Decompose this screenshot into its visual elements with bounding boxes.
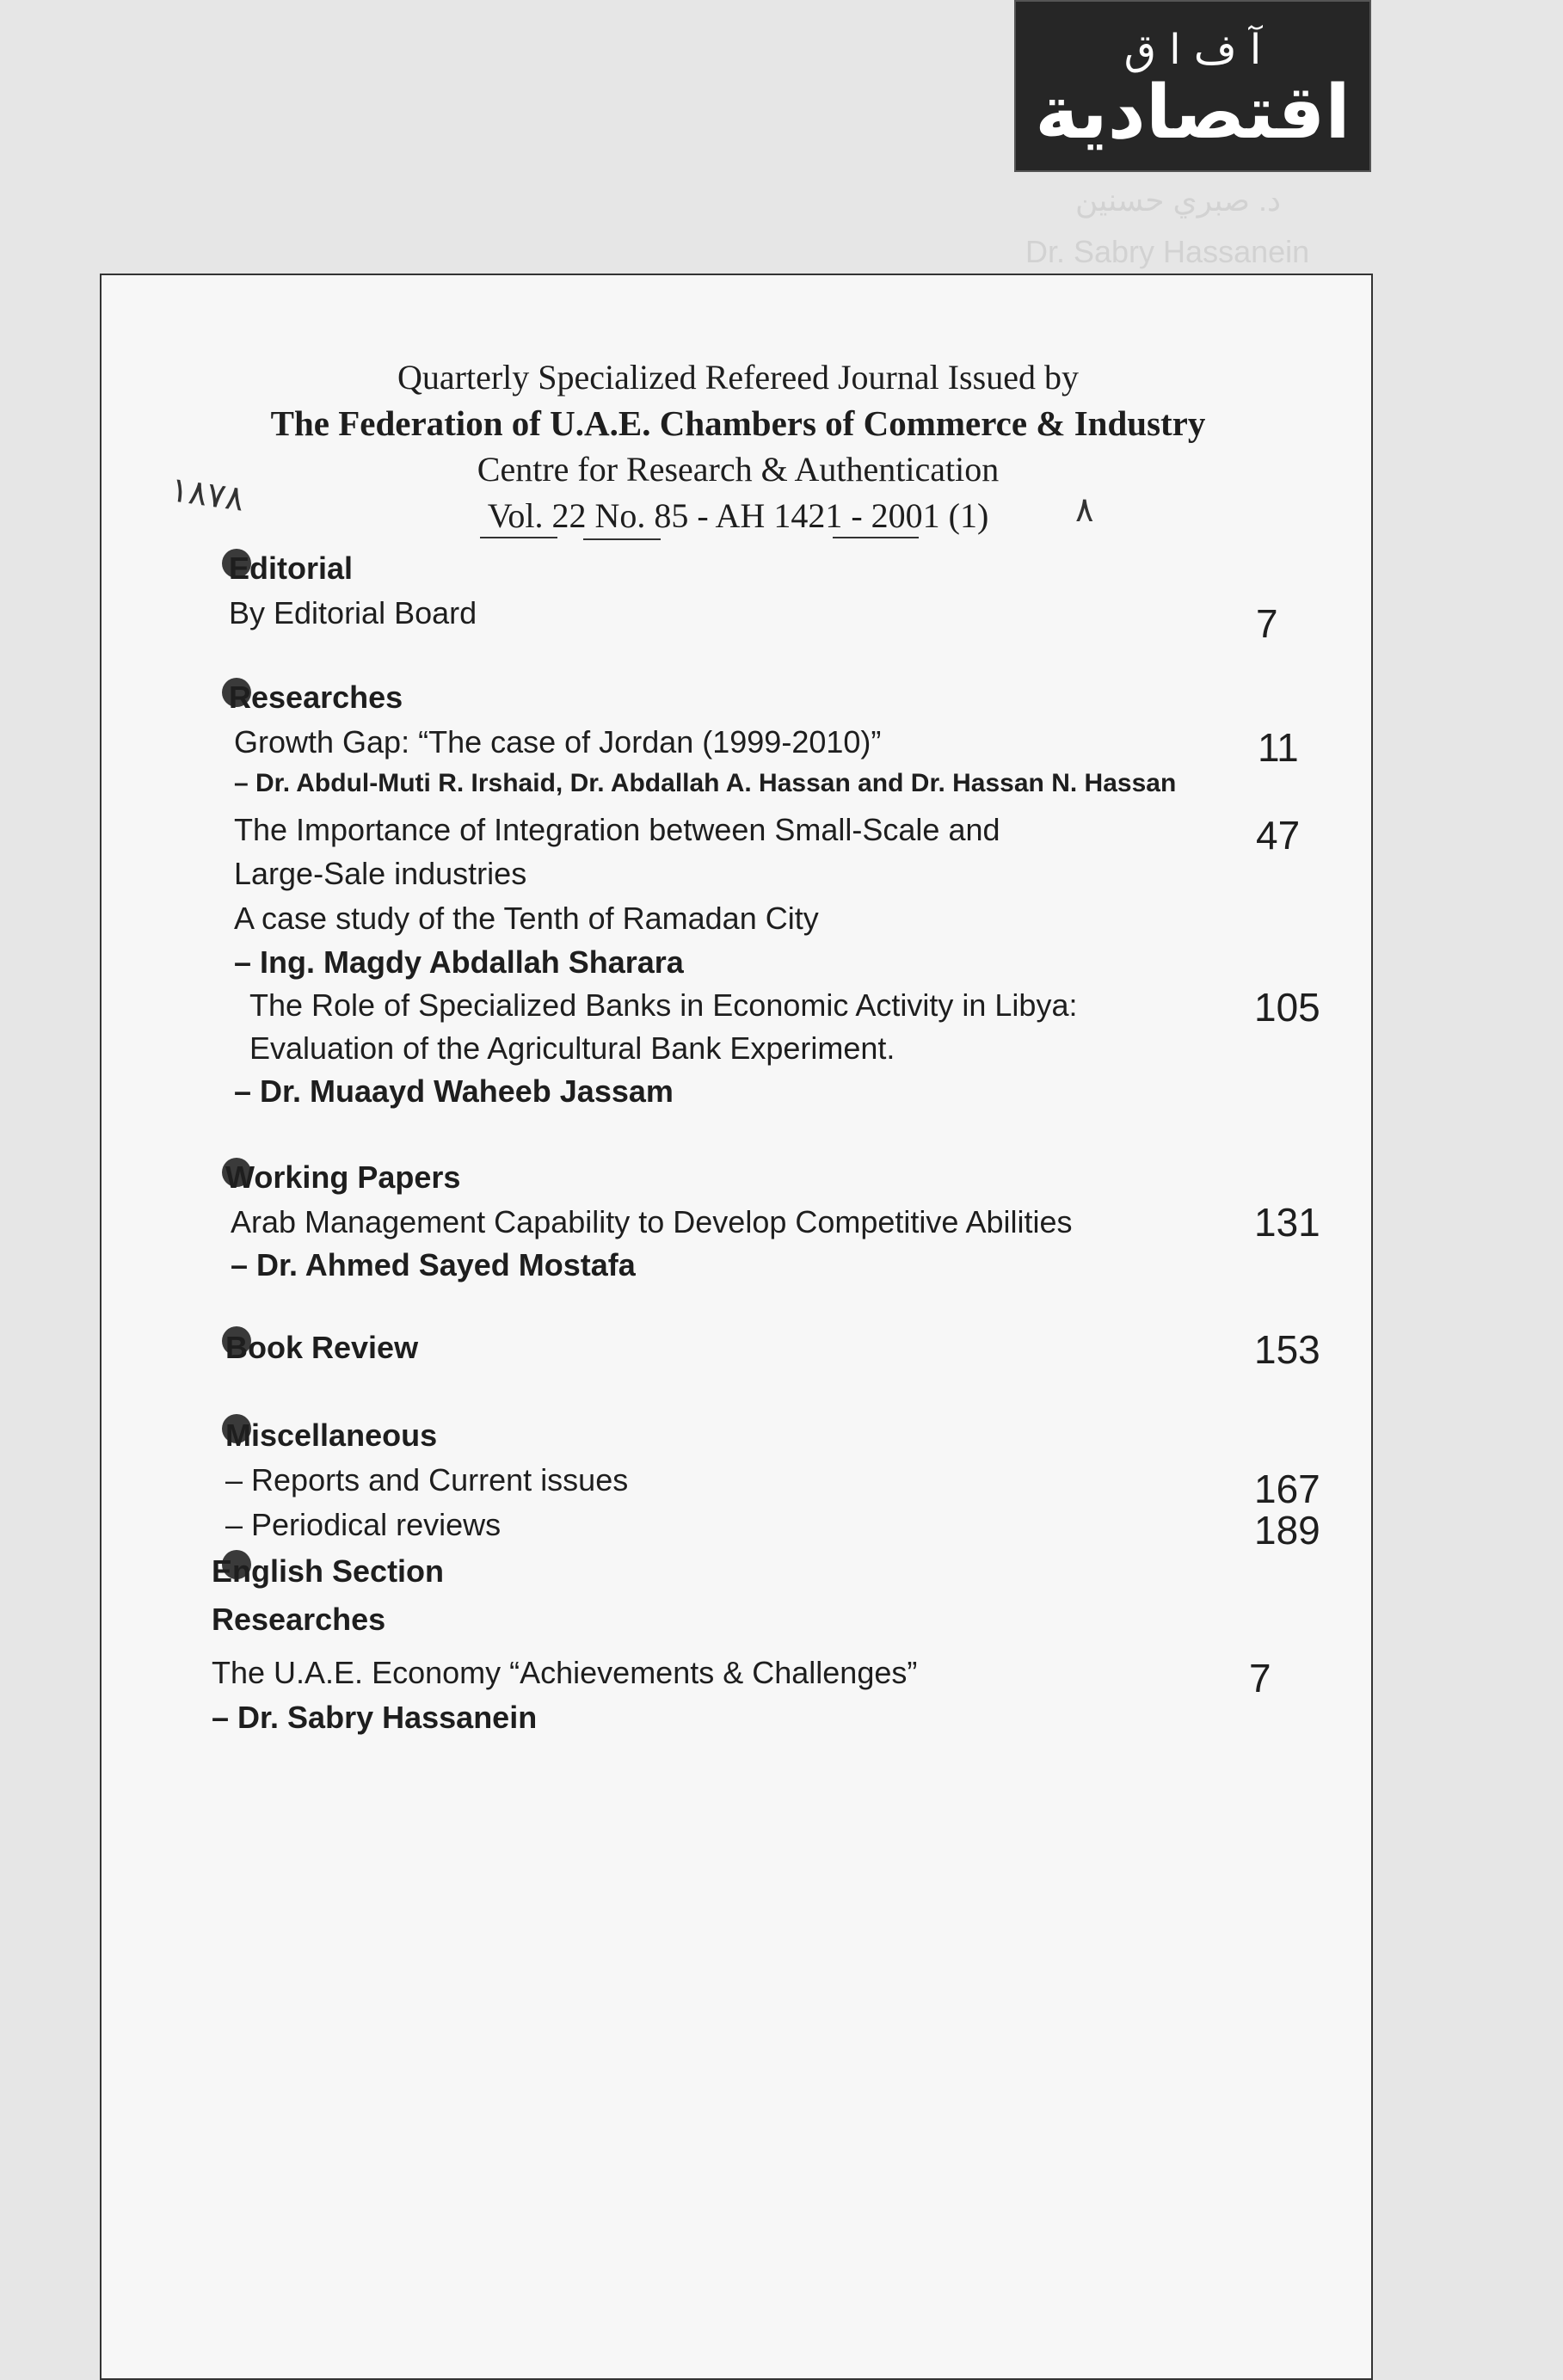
logo-line-1: آ ف ا ق	[1123, 26, 1262, 74]
research-title-2-line-3: A case study of the Tenth of Ramadan City	[234, 901, 819, 936]
research-title-2-line-2: Large-Sale industries	[234, 856, 527, 891]
research-title-1: Growth Gap: “The case of Jordan (1999-2010)”	[234, 724, 882, 760]
section-heading-researches: Researches	[229, 680, 403, 715]
research-author-2: – Ing. Magdy Abdallah Sharara	[234, 944, 684, 980]
section-heading-english: English Section	[212, 1553, 445, 1589]
english-research-author-1: – Dr. Sabry Hassanein	[212, 1700, 538, 1735]
contents-page	[100, 274, 1373, 2380]
working-paper-title-1: Arab Management Capability to Develop Competitive Abilities	[231, 1204, 1073, 1239]
journal-logo	[1014, 0, 1371, 172]
editorial-byline: By Editorial Board	[229, 595, 477, 630]
research-title-3-line-1: The Role of Specialized Banks in Economic Activity in Libya:	[249, 987, 1078, 1023]
research-author-1: – Dr. Abdul-Muti R. Irshaid, Dr. Abdallah A. Hassan and Dr. Hassan N. Hassan	[234, 769, 1177, 797]
underline-mark-2	[583, 538, 661, 540]
research-author-3: – Dr. Muaayd Waheeb Jassam	[234, 1073, 674, 1109]
page-number: 131	[1254, 1200, 1320, 1245]
section-heading-book-review: Book Review	[225, 1330, 419, 1365]
section-heading-editorial: Editorial	[229, 550, 354, 586]
header-line-3: Centre for Research & Authentication	[477, 450, 1000, 489]
page-number: 189	[1254, 1508, 1320, 1553]
working-paper-author-1: – Dr. Ahmed Sayed Mostafa	[231, 1247, 636, 1282]
misc-item-1: – Reports and Current issues	[225, 1462, 629, 1497]
underline-mark-3	[833, 537, 919, 538]
page-number: 7	[1249, 1656, 1271, 1700]
research-title-3-line-2: Evaluation of the Agricultural Bank Experiment.	[249, 1030, 895, 1066]
section-heading-miscellaneous: Miscellaneous	[225, 1418, 438, 1453]
page-number: 105	[1254, 985, 1320, 1030]
header-line-1: Quarterly Specialized Refereed Journal Issued by	[397, 358, 1079, 397]
english-subheading-researches: Researches	[212, 1602, 386, 1637]
research-title-2-line-1: The Importance of Integration between Small-Scale and	[234, 812, 1000, 847]
section-heading-working-papers: Working Papers	[225, 1159, 461, 1195]
page-number: 47	[1256, 813, 1301, 858]
page-number: 7	[1256, 601, 1278, 646]
handwritten-number-left: ١٨٧٨	[168, 470, 247, 520]
underline-mark-1	[480, 537, 557, 538]
bleed-through-text-2: Dr. Sabry Hassanein	[1025, 234, 1310, 269]
logo-line-2: اقتصادية	[1035, 70, 1351, 156]
misc-item-2: – Periodical reviews	[225, 1507, 502, 1542]
page-number: 11	[1258, 725, 1299, 770]
bleed-through-text-1: د. صبري حسنين	[1075, 182, 1282, 218]
page-number: 153	[1254, 1327, 1320, 1372]
page-number: 167	[1254, 1467, 1320, 1511]
header-publisher: The Federation of U.A.E. Chambers of Commerce & Industry	[270, 403, 1206, 443]
header-volume: Vol. 22 No. 85 - AH 1421 - 2001 (1)	[487, 496, 989, 535]
handwritten-number-right: ٨	[1075, 490, 1094, 530]
english-research-title-1: The U.A.E. Economy “Achievements & Challenges”	[212, 1655, 918, 1690]
